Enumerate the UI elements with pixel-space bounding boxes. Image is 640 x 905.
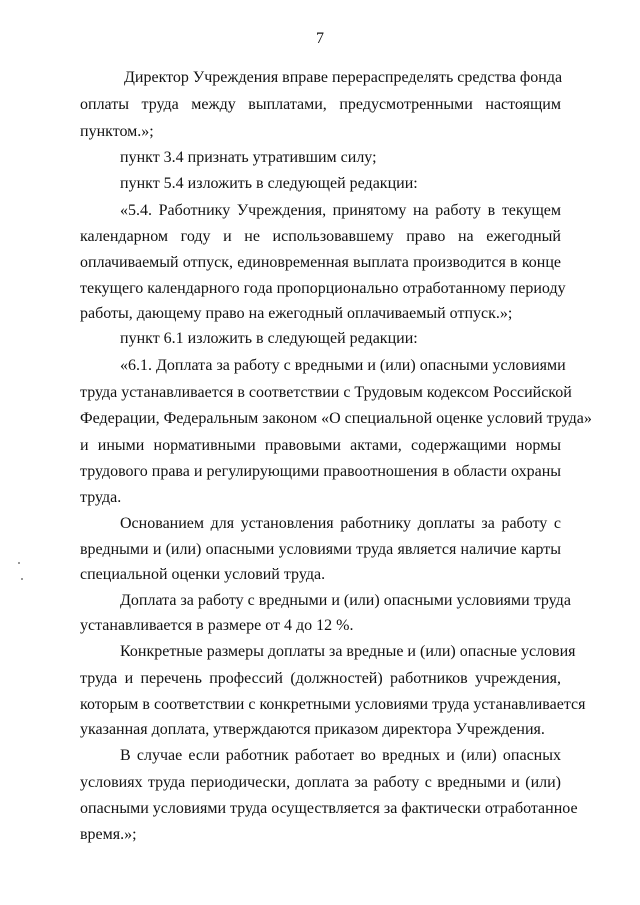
text-line: труда устанавливается в соответствии с Трудовым кодексом Российской bbox=[80, 384, 572, 401]
text-line: календарном году и не использовавшему право на ежегодный bbox=[80, 228, 561, 245]
text-line: время.»; bbox=[80, 826, 137, 843]
scan-speck bbox=[21, 578, 23, 580]
text-line: пункт 5.4 изложить в следующей редакции: bbox=[120, 175, 418, 192]
text-line: указанная доплата, утверждаются приказом директора Учреждения. bbox=[80, 721, 545, 738]
text-line: «5.4. Работнику Учреждения, принятому на работу в текущем bbox=[120, 202, 561, 219]
text-line: «6.1. Доплата за работу с вредными и (или) опасными условиями bbox=[120, 357, 566, 374]
text-line: Основанием для установления работнику доплаты за работу с bbox=[120, 515, 561, 532]
text-line: пунктом.»; bbox=[80, 123, 154, 140]
text-line: Доплата за работу с вредными и (или) опасными условиями труда bbox=[120, 592, 571, 609]
text-line: текущего календарного года пропорционально отработанному периоду bbox=[80, 280, 566, 297]
page-number: 7 bbox=[316, 30, 324, 47]
text-line: специальной оценки условий труда. bbox=[80, 566, 326, 583]
text-line: опасными условиями труда осуществляется за фактически отработанное bbox=[80, 800, 578, 817]
text-line: Федерации, Федеральным законом «О специальной оценке условий труда» bbox=[80, 410, 592, 427]
text-line: Директор Учреждения вправе перераспределять средства фонда bbox=[124, 69, 563, 86]
text-line: работы, дающему право на ежегодный оплачиваемый отпуск.»; bbox=[80, 305, 513, 322]
text-line: условиях труда периодически, доплата за работу с вредными и (или) bbox=[80, 774, 561, 791]
text-line: труда и перечень профессий (должностей) работников учреждения, bbox=[80, 670, 561, 687]
text-line: пункт 3.4 признать утратившим силу; bbox=[120, 149, 377, 166]
text-line: устанавливается в размере от 4 до 12 %. bbox=[80, 617, 354, 634]
text-line: пункт 6.1 изложить в следующей редакции: bbox=[120, 330, 418, 347]
text-line: оплаты труда между выплатами, предусмотренными настоящим bbox=[80, 96, 561, 113]
text-line: вредными и (или) опасными условиями труда является наличие карты bbox=[80, 541, 561, 558]
text-line: которым в соответствии с конкретными условиями труда устанавливается bbox=[80, 696, 586, 713]
scan-speck bbox=[18, 562, 20, 564]
text-line: оплачиваемый отпуск, единовременная выплата производится в конце bbox=[80, 254, 561, 271]
text-line: и иными нормативными правовыми актами, содержащими нормы bbox=[80, 437, 561, 454]
text-line: Конкретные размеры доплаты за вредные и (или) опасные условия bbox=[120, 643, 576, 660]
text-line: труда. bbox=[80, 489, 122, 506]
text-line: В случае если работник работает во вредных и (или) опасных bbox=[120, 747, 561, 764]
text-line: трудового права и регулирующими правоотношения в области охраны bbox=[80, 463, 561, 480]
